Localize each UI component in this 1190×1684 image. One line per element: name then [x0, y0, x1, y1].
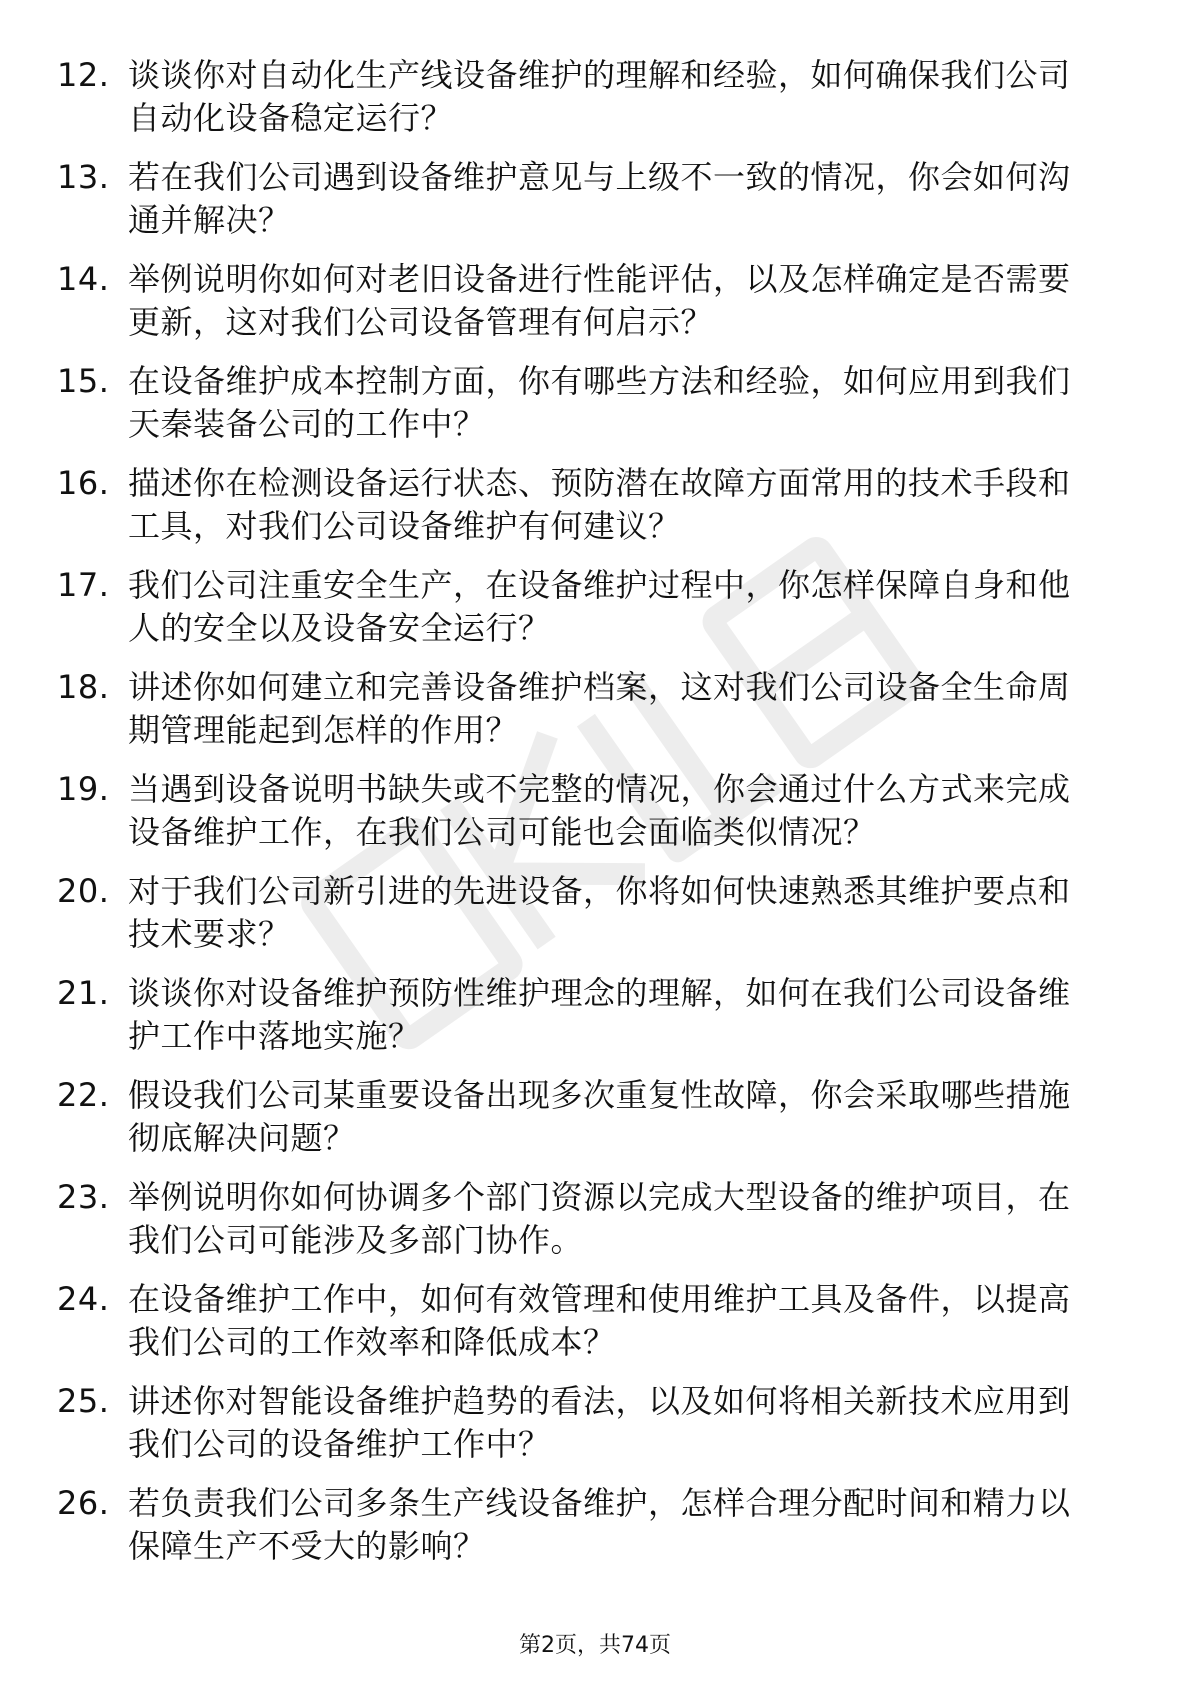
- question-text: 谈谈你对设备维护预防性维护理念的理解，如何在我们公司设备维护工作中落地实施？: [128, 974, 1071, 1055]
- question-item: [0, 972, 1190, 1058]
- question-text: 谈谈你对自动化生产线设备维护的理解和经验，如何确保我们公司自动化设备稳定运行？: [128, 56, 1071, 137]
- question-item: [0, 54, 1190, 140]
- question-text: 在设备维护工作中，如何有效管理和使用维护工具及备件，以提高我们公司的工作效率和降低成本？: [128, 1280, 1071, 1361]
- question-item: [0, 258, 1190, 344]
- question-number: 16.: [57, 464, 110, 502]
- question-number: 20.: [57, 872, 110, 910]
- question-item: [0, 768, 1190, 854]
- question-text: 若在我们公司遇到设备维护意见与上级不一致的情况，你会如何沟通并解决？: [128, 158, 1071, 239]
- question-number: 14.: [57, 260, 110, 298]
- question-item: [0, 1380, 1190, 1466]
- question-number: 17.: [57, 566, 110, 604]
- question-number: 12.: [57, 56, 110, 94]
- question-number: 15.: [57, 362, 110, 400]
- question-text: 在设备维护成本控制方面，你有哪些方法和经验，如何应用到我们天秦装备公司的工作中？: [128, 362, 1071, 443]
- question-text: 描述你在检测设备运行状态、预防潜在故障方面常用的技术手段和工具，对我们公司设备维护有何建议？: [128, 464, 1071, 545]
- question-item: [0, 1176, 1190, 1262]
- question-text: 若负责我们公司多条生产线设备维护，怎样合理分配时间和精力以保障生产不受大的影响？: [128, 1484, 1071, 1565]
- question-item: [0, 1278, 1190, 1364]
- question-item: [0, 462, 1190, 548]
- question-text: 讲述你如何建立和完善设备维护档案，这对我们公司设备全生命周期管理能起到怎样的作用？: [128, 668, 1071, 749]
- question-item: [0, 1482, 1190, 1568]
- question-list: [0, 54, 1190, 1584]
- question-number: 19.: [57, 770, 110, 808]
- question-item: [0, 666, 1190, 752]
- question-item: [0, 360, 1190, 446]
- question-number: 23.: [57, 1178, 110, 1216]
- question-number: 21.: [57, 974, 110, 1012]
- question-number: 25.: [57, 1382, 110, 1420]
- question-text: 举例说明你如何对老旧设备进行性能评估，以及怎样确定是否需要更新，这对我们公司设备管理有何启示？: [128, 260, 1071, 341]
- question-item: [0, 870, 1190, 956]
- page-number-label: 第2页，共74页: [519, 1633, 671, 1658]
- question-number: 22.: [57, 1076, 110, 1114]
- question-text: 讲述你对智能设备维护趋势的看法，以及如何将相关新技术应用到我们公司的设备维护工作中？: [128, 1382, 1071, 1463]
- question-text: 当遇到设备说明书缺失或不完整的情况，你会通过什么方式来完成设备维护工作，在我们公司可能也会面临类似情况？: [128, 770, 1071, 851]
- question-item: [0, 1074, 1190, 1160]
- question-text: 对于我们公司新引进的先进设备，你将如何快速熟悉其维护要点和技术要求？: [128, 872, 1071, 953]
- question-number: 18.: [57, 668, 110, 706]
- question-number: 13.: [57, 158, 110, 196]
- question-text: 我们公司注重安全生产，在设备维护过程中，你怎样保障自身和他人的安全以及设备安全运行？: [128, 566, 1071, 647]
- question-item: [0, 156, 1190, 242]
- page-footer: [0, 1628, 1190, 1659]
- question-item: [0, 564, 1190, 650]
- question-number: 24.: [57, 1280, 110, 1318]
- question-text: 假设我们公司某重要设备出现多次重复性故障，你会采取哪些措施彻底解决问题？: [128, 1076, 1071, 1157]
- question-number: 26.: [57, 1484, 110, 1522]
- question-text: 举例说明你如何协调多个部门资源以完成大型设备的维护项目，在我们公司可能涉及多部门协作。: [128, 1178, 1071, 1259]
